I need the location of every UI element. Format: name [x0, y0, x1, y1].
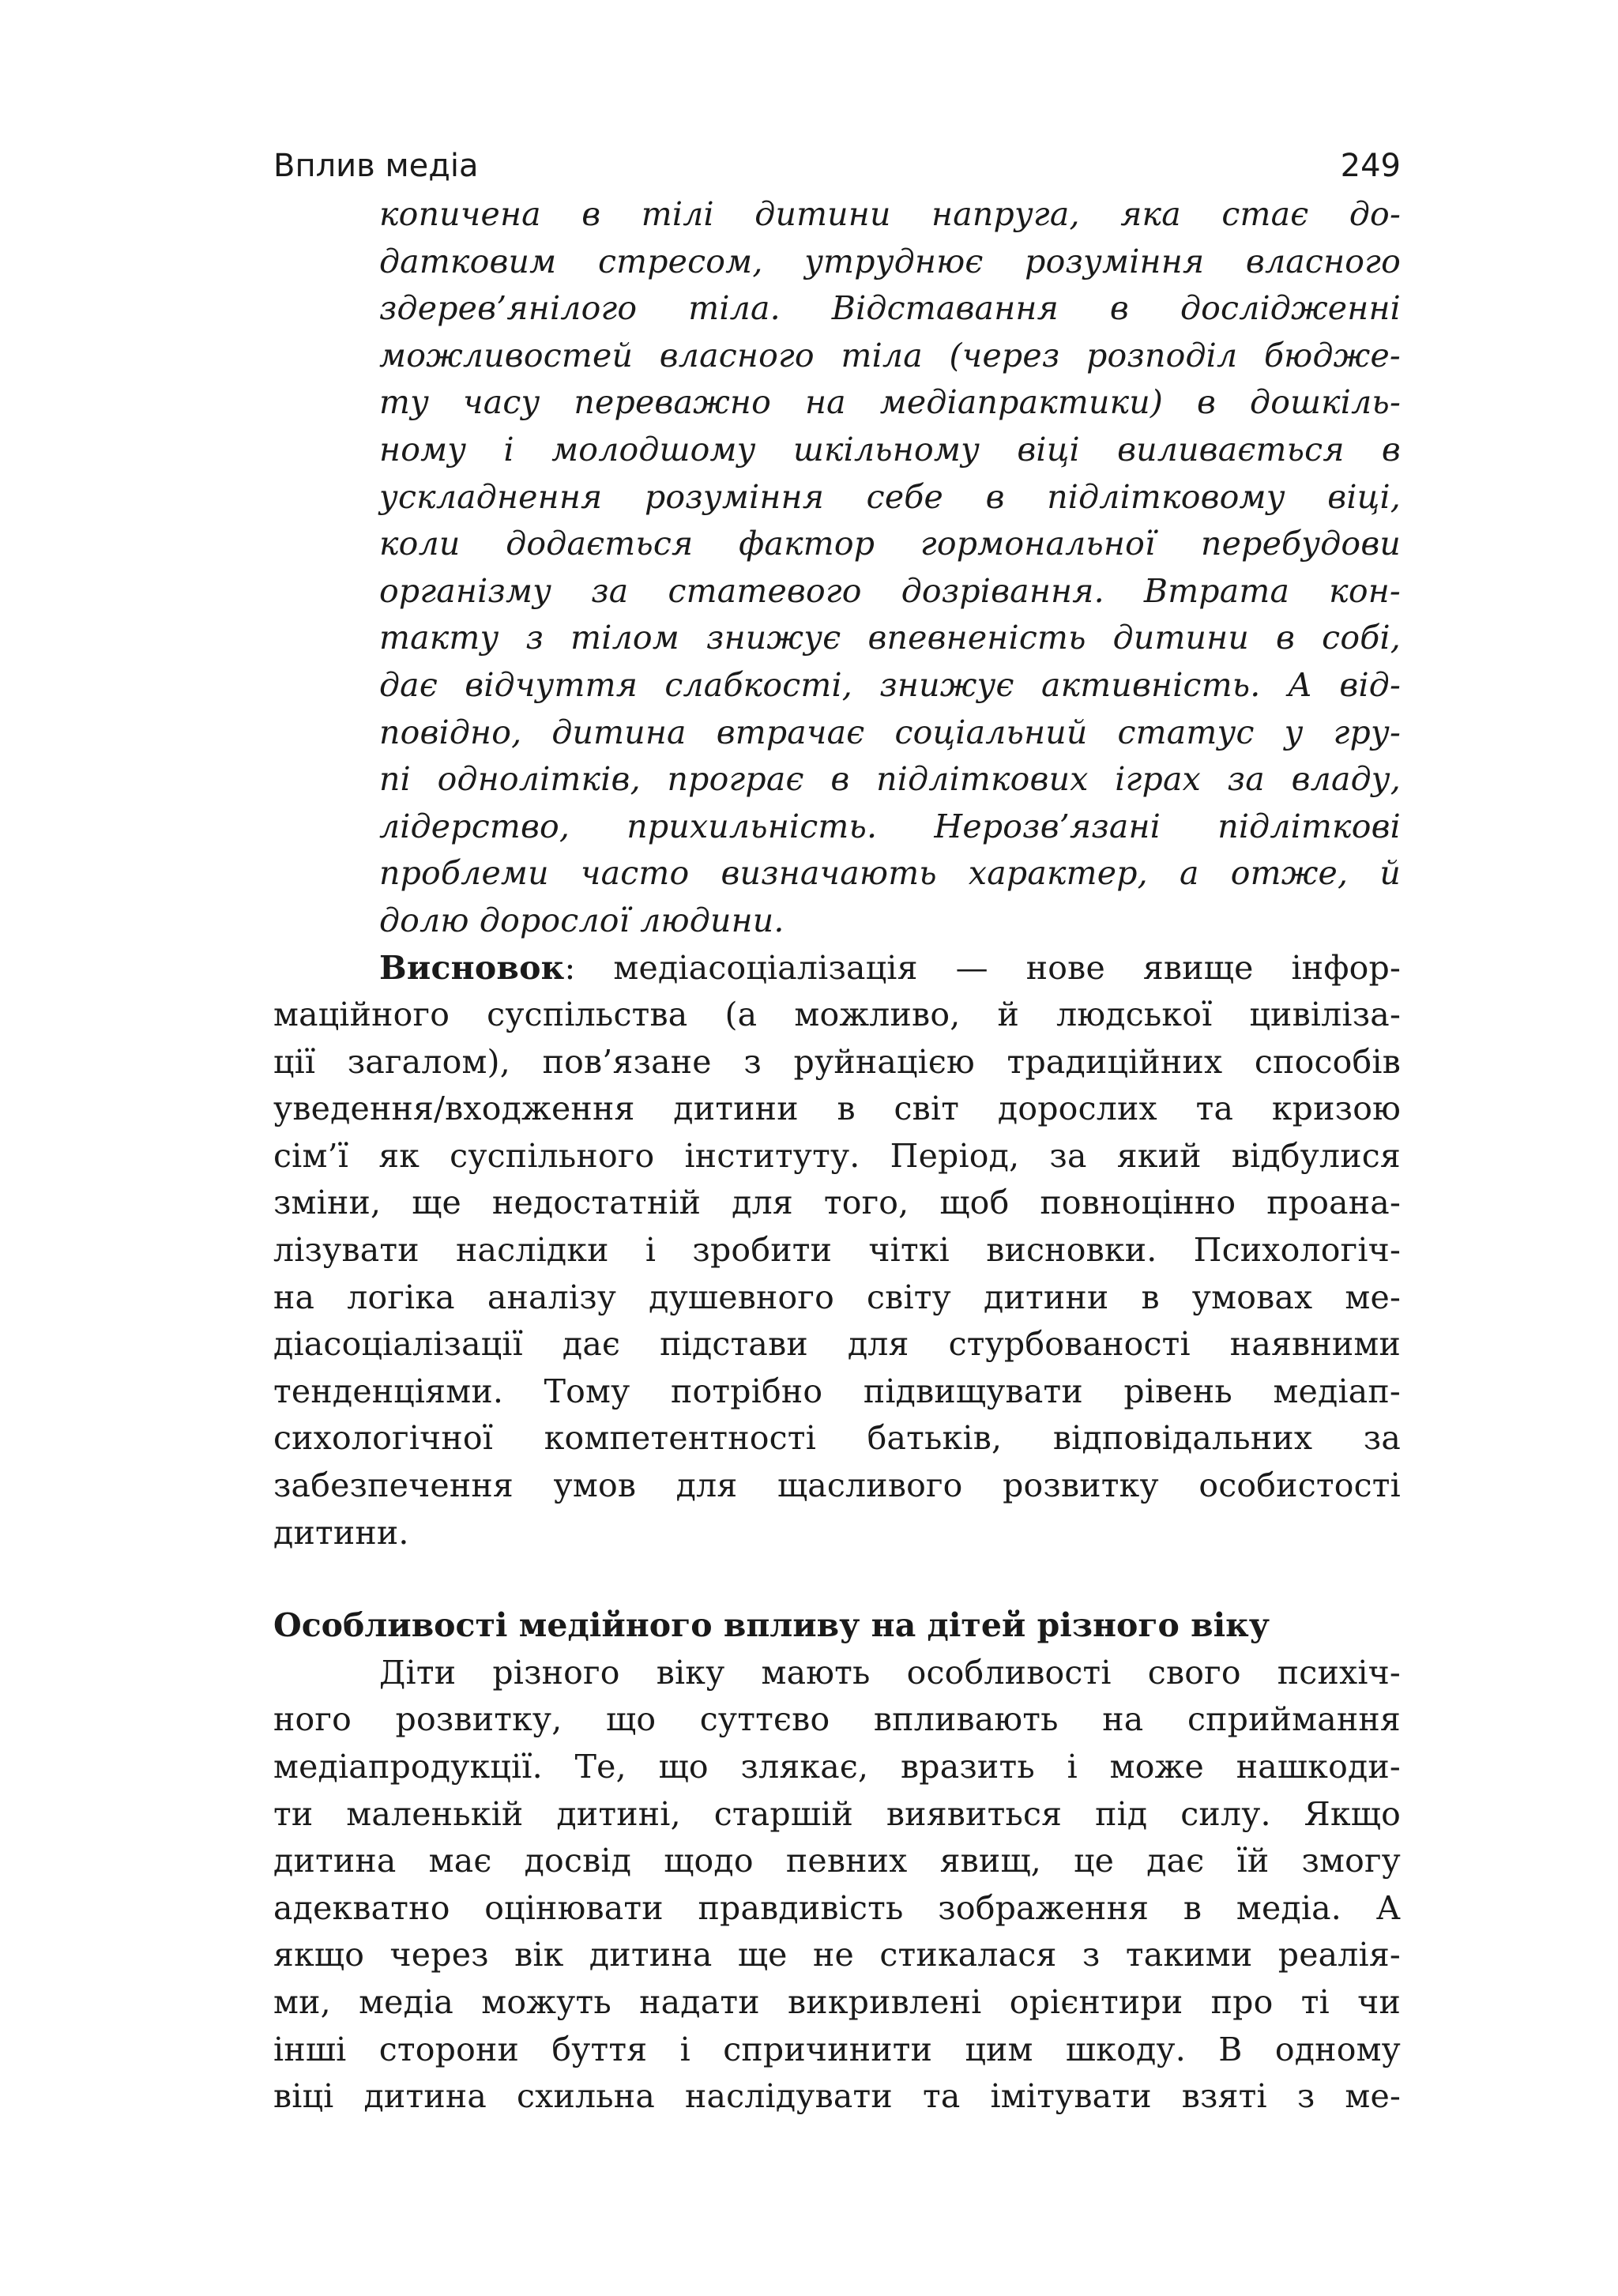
- text-line: сихологічної компетентності батьків, відповідальних за: [273, 1419, 1401, 1458]
- book-page: [273, 142, 1401, 2121]
- text-line: можливостей власного тіла (через розподіл бюдже-: [379, 336, 1401, 375]
- text-line: ції загалом), пов’язане з руйнацією традиційних способів: [273, 1042, 1401, 1081]
- section-heading: Особливості медійного впливу на дітей різного віку: [273, 1606, 1270, 1645]
- text-line: маційного суспільства (а можливо, й людської цивіліза-: [273, 996, 1401, 1034]
- text-line: копичена в тілі дитини напруга, яка стає до-: [379, 195, 1401, 233]
- text-line: дитини.: [273, 1513, 409, 1552]
- text-line: ту часу переважно на медіапрактики) в дошкіль-: [379, 383, 1401, 422]
- italic-passage: [273, 191, 1401, 945]
- text-line: тенденціями. Тому потрібно підвищувати рівень медіап-: [273, 1372, 1401, 1410]
- text-line: якщо через вік дитина ще не стикалася з такими реалія-: [273, 1936, 1401, 1974]
- text-line: лідерство, прихильність. Нерозв’язані підліткові: [379, 807, 1401, 845]
- text-line: ному і молодшому шкільному віці виливається в: [379, 430, 1401, 469]
- text-line: дитина має досвід щодо певних явищ, це дає їй змогу: [273, 1842, 1401, 1880]
- text-line: ускладнення розуміння себе в підлітковому віці,: [379, 477, 1401, 516]
- text-line: на логіка аналізу душевного світу дитини в умовах ме-: [273, 1278, 1401, 1316]
- text-line: датковим стресом, утруднює розуміння власного: [379, 242, 1401, 280]
- text-line: віці дитина схильна наслідувати та імітувати взяті з ме-: [273, 2077, 1401, 2116]
- text-line: такту з тілом знижує впевненість дитини в собі,: [379, 619, 1401, 657]
- conclusion-paragraph: [273, 945, 1401, 1557]
- text-line: ти маленькій дитині, старшій виявиться під силу. Якщо: [273, 1794, 1401, 1833]
- text-line: медіапродукції. Те, що злякає, вразить і може нашкоди-: [273, 1748, 1401, 1786]
- section-paragraph: [273, 1650, 1401, 2121]
- conclusion-first-line-text: : медіасоціалізація — нове явище інфор-: [564, 948, 1401, 987]
- text-line: Діти різного віку мають особливості свого психіч-: [379, 1653, 1401, 1692]
- page-number: 249: [1340, 148, 1401, 184]
- running-head-title: Вплив медіа: [273, 148, 479, 184]
- text-line: забезпечення умов для щасливого розвитку особистості: [273, 1466, 1401, 1505]
- text-line: інші сторони буття і спричинити цим шкоду. В одному: [273, 2030, 1401, 2068]
- text-line: проблеми часто визначають характер, а отже, й: [379, 854, 1401, 893]
- text-line: організму за статевого дозрівання. Втрата кон-: [379, 571, 1401, 610]
- text-line: адекватно оцінювати правдивість зображення в медіа. А: [273, 1888, 1401, 1927]
- text-line: діасоціалізації дає підстави для стурбованості наявними: [273, 1325, 1401, 1364]
- text-line: зміни, ще недостатній для того, щоб повноцінно проана-: [273, 1184, 1401, 1222]
- text-line: коли додається фактор гормональної перебудови: [379, 525, 1401, 563]
- text-line: ми, медіа можуть надати викривлені орієнтири про ті чи: [273, 1982, 1401, 2021]
- text-line: лізувати наслідки і зробити чіткі висновки. Психологіч-: [273, 1231, 1401, 1270]
- text-line: уведення/входження дитини в світ дорослих та кризою: [273, 1090, 1401, 1128]
- text-line: ного розвитку, що суттєво впливають на сприймання: [273, 1700, 1401, 1739]
- text-line: пі однолітків, програє в підліткових іграх за владу,: [379, 760, 1401, 799]
- running-head: [273, 142, 1401, 190]
- text-line: повідно, дитина втрачає соціальний статус у гру-: [379, 713, 1401, 751]
- conclusion-first-line: [273, 945, 1401, 992]
- text-line: дає відчуття слабкості, знижує активність. А від-: [379, 665, 1401, 704]
- text-line: здерев’янілого тіла. Відставання в дослідженні: [379, 289, 1401, 328]
- text-line: сім’ї як суспільного інституту. Період, за який відбулися: [273, 1136, 1401, 1175]
- text-line: долю дорослої людини.: [379, 901, 785, 939]
- conclusion-lead: Висновок: [379, 948, 565, 987]
